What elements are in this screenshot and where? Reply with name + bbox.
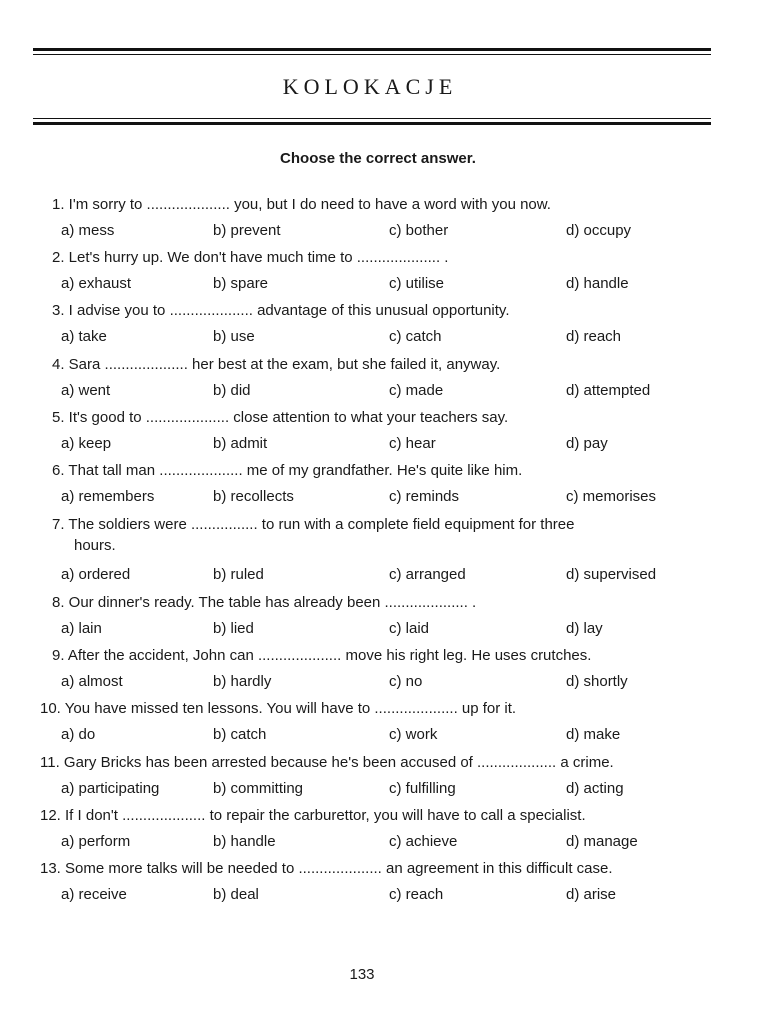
question-text: 2. Let's hurry up. We don't have much time to .................... . xyxy=(52,249,449,266)
question-text: 4. Sara .................... her best at the exam, but she failed it, anyway. xyxy=(52,356,501,373)
answer-option[interactable]: a) receive xyxy=(61,886,127,903)
answer-option[interactable]: b) admit xyxy=(213,435,268,452)
answer-option[interactable]: b) ruled xyxy=(213,566,264,583)
answer-option[interactable]: d) attempted xyxy=(566,382,651,399)
answer-option[interactable]: d) shortly xyxy=(566,673,628,690)
answer-option[interactable]: a) do xyxy=(61,726,96,743)
answer-option[interactable]: c) catch xyxy=(389,328,442,345)
answer-option[interactable]: c) hear xyxy=(389,435,436,452)
question-text: 8. Our dinner's ready. The table has already been .................... . xyxy=(52,594,477,611)
answer-options xyxy=(0,671,768,692)
answer-option[interactable]: b) did xyxy=(213,382,251,399)
question-text: 7. The soldiers were ................ to run with a complete field equipment for three xyxy=(52,516,575,533)
question-text: 3. I advise you to .................... advantage of this unusual opportunity. xyxy=(52,302,510,319)
answer-option[interactable]: a) take xyxy=(61,328,107,345)
exercise-instruction: Choose the correct answer. xyxy=(280,150,476,167)
answer-option[interactable]: a) exhaust xyxy=(61,275,132,292)
answer-option[interactable]: d) lay xyxy=(566,620,603,637)
answer-option[interactable]: b) handle xyxy=(213,833,276,850)
answer-option[interactable]: d) handle xyxy=(566,275,629,292)
answer-option[interactable]: a) almost xyxy=(61,673,123,690)
answer-option[interactable]: d) reach xyxy=(566,328,622,345)
answer-options xyxy=(0,884,768,905)
answer-option[interactable]: a) participating xyxy=(61,780,160,797)
answer-options xyxy=(0,618,768,639)
question-text: 13. Some more talks will be needed to .................... an agreement in this difficult case. xyxy=(40,860,613,877)
answer-option[interactable]: a) remembers xyxy=(61,488,155,505)
answer-option[interactable]: d) make xyxy=(566,726,621,743)
question-text: 12. If I don't .................... to repair the carburettor, you will have to call a specialist. xyxy=(40,807,586,824)
answer-option[interactable]: c) no xyxy=(389,673,423,690)
answer-options xyxy=(0,433,768,454)
answer-option[interactable]: c) work xyxy=(389,726,438,743)
answer-option[interactable]: a) keep xyxy=(61,435,112,452)
top-rule-thin xyxy=(33,54,711,55)
answer-option[interactable]: a) perform xyxy=(61,833,131,850)
question-continuation: hours. xyxy=(74,537,116,554)
answer-option[interactable]: a) lain xyxy=(61,620,102,637)
answer-option[interactable]: c) achieve xyxy=(389,833,458,850)
answer-option[interactable]: c) arranged xyxy=(389,566,466,583)
answer-option[interactable]: b) use xyxy=(213,328,255,345)
answer-option[interactable]: d) arise xyxy=(566,886,617,903)
answer-options xyxy=(0,326,768,347)
answer-option[interactable]: b) deal xyxy=(213,886,259,903)
question-text: 6. That tall man .................... me of my grandfather. He's quite like him. xyxy=(52,462,523,479)
question-text: 5. It's good to .................... close attention to what your teachers say. xyxy=(52,409,509,426)
answer-option[interactable]: d) acting xyxy=(566,780,624,797)
question-text: 10. You have missed ten lessons. You will have to .................... up for it. xyxy=(40,700,517,717)
answer-options xyxy=(0,778,768,799)
answer-option[interactable]: c) reach xyxy=(389,886,444,903)
answer-option[interactable]: b) prevent xyxy=(213,222,281,239)
answer-options xyxy=(0,220,768,241)
title-rule-thick xyxy=(33,122,711,125)
answer-option[interactable]: c) fulfilling xyxy=(389,780,456,797)
answer-option[interactable]: c) bother xyxy=(389,222,449,239)
answer-options xyxy=(0,564,768,585)
answer-option[interactable]: d) manage xyxy=(566,833,638,850)
answer-option[interactable]: c) memorises xyxy=(566,488,657,505)
answer-options xyxy=(0,831,768,852)
answer-option[interactable]: a) ordered xyxy=(61,566,131,583)
answer-option[interactable]: b) spare xyxy=(213,275,269,292)
top-rule-thick xyxy=(33,48,711,51)
answer-option[interactable]: b) lied xyxy=(213,620,254,637)
answer-option[interactable]: c) reminds xyxy=(389,488,460,505)
title-rule-thin xyxy=(33,118,711,119)
answer-option[interactable]: c) utilise xyxy=(389,275,445,292)
page-number: 133 xyxy=(349,966,375,983)
answer-option[interactable]: c) laid xyxy=(389,620,430,637)
answer-option[interactable]: b) recollects xyxy=(213,488,294,505)
answer-option[interactable]: d) supervised xyxy=(566,566,657,583)
answer-options xyxy=(0,724,768,745)
answer-options xyxy=(0,380,768,401)
question-text: 9. After the accident, John can .................... move his right leg. He uses crutches. xyxy=(52,647,592,664)
answer-options xyxy=(0,273,768,294)
answer-option[interactable]: c) made xyxy=(389,382,444,399)
question-text: 11. Gary Bricks has been arrested because he's been accused of ................... a crime. xyxy=(40,754,614,771)
question-text: 1. I'm sorry to .................... you, but I do need to have a word with you now. xyxy=(52,196,551,213)
answer-option[interactable]: b) catch xyxy=(213,726,267,743)
answer-option[interactable]: a) mess xyxy=(61,222,115,239)
page-title: KOLOKACJE xyxy=(282,74,458,99)
answer-option[interactable]: d) pay xyxy=(566,435,608,452)
answer-option[interactable]: b) hardly xyxy=(213,673,272,690)
answer-options xyxy=(0,486,768,507)
answer-option[interactable]: a) went xyxy=(61,382,111,399)
answer-option[interactable]: d) occupy xyxy=(566,222,632,239)
answer-option[interactable]: b) committing xyxy=(213,780,304,797)
